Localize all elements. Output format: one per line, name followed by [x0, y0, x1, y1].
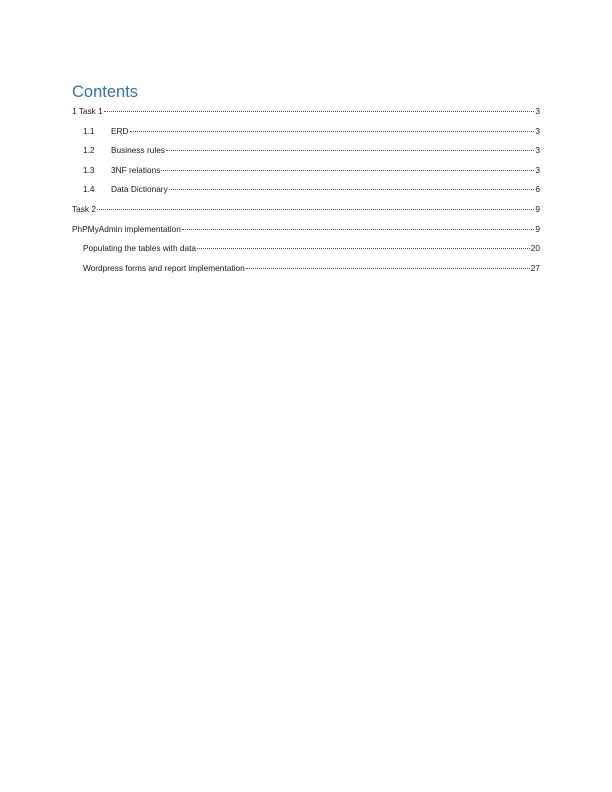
toc-entry-label: 1 Task 1: [72, 106, 103, 116]
toc-entry-number: 1.3: [83, 164, 95, 175]
toc-entry-page: 20: [530, 243, 540, 254]
toc-entry-number: 1.1: [83, 125, 95, 136]
toc-title: Contents: [72, 83, 139, 101]
toc-dot-leader: [161, 160, 534, 171]
toc-entry-page: 9: [535, 203, 540, 214]
toc-dot-leader: [182, 219, 535, 230]
toc-dot-leader: [104, 101, 535, 112]
toc-dot-leader: [197, 238, 530, 249]
toc-entry-page: 27: [530, 262, 540, 273]
table-of-contents: [72, 103, 540, 279]
toc-entry-label: Data Dictionary: [111, 184, 168, 195]
toc-dot-leader: [246, 258, 530, 269]
toc-entry-label: PhPMyAdmin implementation: [72, 223, 181, 234]
toc-entry-page: 3: [535, 125, 540, 136]
toc-entry-label: Wordpress forms and report implementation: [83, 262, 245, 273]
toc-entry-label: 3NF relations: [111, 164, 161, 175]
toc-entry-page: 3: [535, 106, 540, 116]
toc-entry-label: Task 2: [72, 203, 96, 214]
toc-dot-leader: [130, 121, 535, 132]
toc-entry-label: ERD: [111, 125, 129, 136]
toc-entry-page: 9: [535, 223, 540, 234]
toc-dot-leader: [166, 140, 534, 151]
toc-entry-number: 1.2: [83, 145, 95, 156]
toc-dot-leader: [97, 199, 534, 210]
toc-entry-page: 3: [535, 164, 540, 175]
toc-entry-number: 1.4: [83, 184, 95, 195]
toc-entry-label: Business rules: [111, 145, 165, 156]
toc-entry-page: 6: [535, 184, 540, 195]
toc-entry-wordpress-forms[interactable]: [72, 260, 540, 280]
toc-dot-leader: [169, 179, 535, 190]
toc-entry-label: Populating the tables with data: [83, 243, 197, 254]
toc-entry-page: 3: [535, 145, 540, 156]
